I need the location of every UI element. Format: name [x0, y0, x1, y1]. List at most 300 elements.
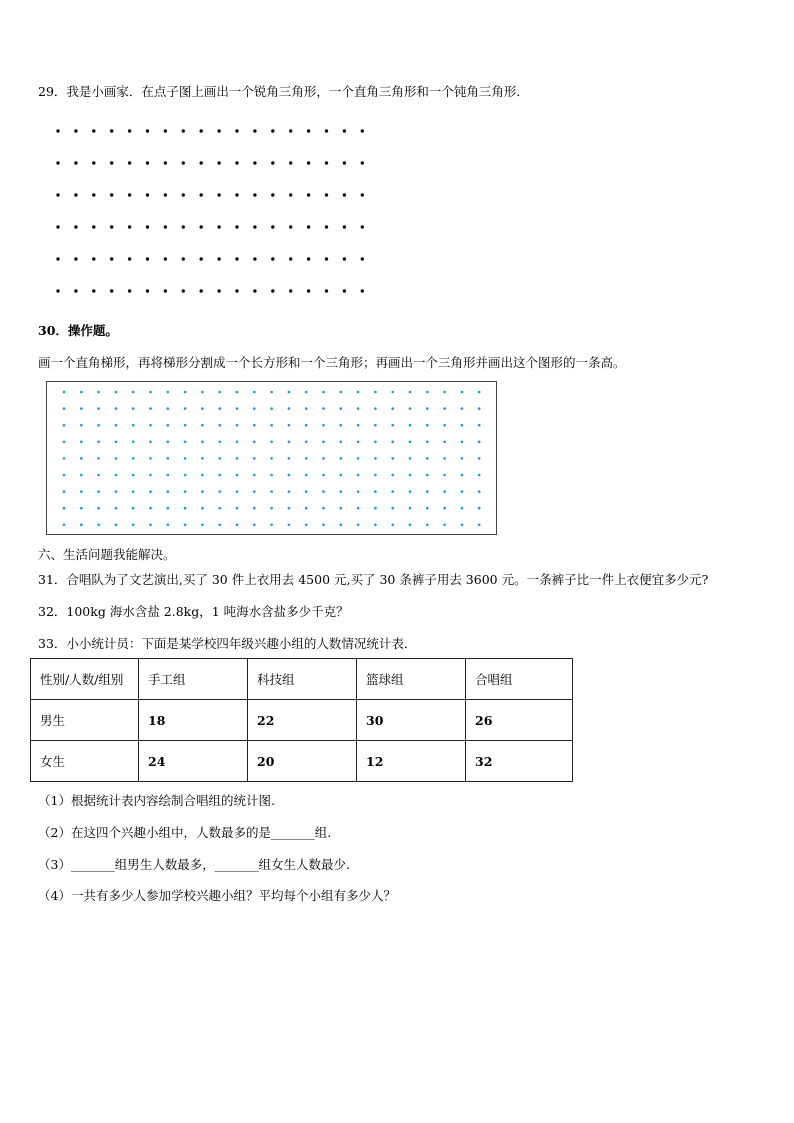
grid-dot — [167, 457, 170, 460]
grid-dot — [164, 161, 167, 164]
q31-text: 31．合唱队为了文艺演出,买了 30 件上衣用去 4500 元,买了 30 条裤子用去 3600 元。一条裤子比一件上衣便宜多少元? — [38, 572, 709, 587]
grid-dot — [426, 524, 429, 527]
grid-dot — [97, 424, 100, 427]
grid-dot — [340, 490, 343, 493]
grid-dot — [74, 225, 77, 228]
q33-sub-3: （3）_______组男生人数最多，_______组女生人数最少. — [38, 857, 350, 872]
grid-dot — [253, 289, 256, 292]
grid-dot — [149, 457, 152, 460]
grid-dot — [409, 424, 412, 427]
q30-heading: 30．操作题。 — [38, 323, 118, 338]
q32-text: 32．100kg 海水含盐 2.8kg，1 吨海水含盐多少千克？ — [38, 604, 349, 619]
grid-dot — [305, 457, 308, 460]
grid-dot — [461, 490, 464, 493]
grid-dot — [270, 391, 273, 394]
grid-dot — [357, 407, 360, 410]
grid-dot — [253, 225, 256, 228]
grid-dot — [357, 524, 360, 527]
grid-dot — [409, 407, 412, 410]
grid-dot — [478, 391, 481, 394]
grid-dot — [478, 490, 481, 493]
grid-dot — [164, 193, 167, 196]
grid-dot — [426, 441, 429, 444]
grid-dot — [322, 490, 325, 493]
grid-dot — [92, 257, 95, 260]
grid-dot — [201, 441, 204, 444]
grid-dot — [218, 457, 221, 460]
grid-dot — [461, 474, 464, 477]
grid-dot — [184, 424, 187, 427]
grid-dot — [201, 391, 204, 394]
grid-dot — [200, 129, 203, 132]
grid-dot — [409, 457, 412, 460]
grid-dot — [235, 257, 238, 260]
grid-dot — [361, 193, 364, 196]
grid-dot — [97, 407, 100, 410]
grid-dot — [461, 524, 464, 527]
grid-dot — [92, 225, 95, 228]
grid-dot — [149, 490, 152, 493]
grid-dot — [361, 161, 364, 164]
grid-dot — [97, 391, 100, 394]
grid-dot — [149, 524, 152, 527]
q33-text: 33．小小统计员：下面是某学校四年级兴趣小组的人数情况统计表． — [38, 636, 417, 651]
grid-dot — [164, 129, 167, 132]
q33-sub-1: （1）根据统计表内容绘制合唱组的统计图. — [38, 793, 275, 808]
grid-dot — [343, 225, 346, 228]
grid-dot — [288, 441, 291, 444]
grid-dot — [478, 507, 481, 510]
grid-dot — [149, 507, 152, 510]
table-row — [31, 700, 573, 741]
grid-dot — [132, 524, 135, 527]
q33-sub-4: （4）一共有多少人参加学校兴趣小组？平均每个小组有多少人？ — [38, 888, 396, 903]
grid-dot — [146, 225, 149, 228]
table-cell: 32 — [466, 741, 573, 782]
grid-dot — [80, 524, 83, 527]
grid-dot — [149, 474, 152, 477]
dot-grid-q30[interactable] — [47, 382, 496, 534]
grid-dot — [288, 524, 291, 527]
grid-dot — [361, 225, 364, 228]
grid-dot — [200, 161, 203, 164]
table-header-cell: 篮球组 — [357, 659, 466, 700]
grid-dot — [361, 257, 364, 260]
grid-dot — [236, 524, 239, 527]
grid-dot — [443, 507, 446, 510]
grid-dot — [164, 257, 167, 260]
grid-dot — [132, 424, 135, 427]
grid-dot — [200, 193, 203, 196]
grid-dot — [253, 524, 256, 527]
grid-dot — [307, 161, 310, 164]
grid-dot — [236, 391, 239, 394]
grid-dot — [97, 441, 100, 444]
grid-dot — [217, 257, 220, 260]
grid-dot — [374, 407, 377, 410]
grid-dot — [218, 507, 221, 510]
grid-dot — [182, 129, 185, 132]
grid-dot — [218, 391, 221, 394]
grid-dot — [289, 289, 292, 292]
grid-dot — [217, 193, 220, 196]
grid-dot — [80, 424, 83, 427]
table-header-cell: 手工组 — [139, 659, 248, 700]
grid-dot — [235, 193, 238, 196]
grid-dot — [167, 507, 170, 510]
grid-dot — [426, 424, 429, 427]
grid-dot — [340, 391, 343, 394]
grid-dot — [343, 129, 346, 132]
grid-dot — [305, 424, 308, 427]
grid-dot — [236, 507, 239, 510]
grid-dot — [146, 193, 149, 196]
grid-dot — [443, 424, 446, 427]
grid-dot — [184, 474, 187, 477]
grid-dot — [374, 424, 377, 427]
grid-dot — [63, 441, 66, 444]
grid-dot — [235, 129, 238, 132]
grid-dot — [63, 507, 66, 510]
grid-dot — [325, 161, 328, 164]
grid-dot — [56, 289, 59, 292]
grid-dot — [63, 490, 66, 493]
grid-dot — [218, 407, 221, 410]
grid-dot — [288, 507, 291, 510]
table-cell: 26 — [466, 700, 573, 741]
grid-dot — [92, 193, 95, 196]
grid-dot — [288, 407, 291, 410]
grid-dot — [409, 524, 412, 527]
grid-dot — [149, 424, 152, 427]
grid-dot — [167, 424, 170, 427]
grid-dot — [270, 507, 273, 510]
grid-dot — [253, 407, 256, 410]
grid-dot — [200, 289, 203, 292]
dot-grid-q30-frame — [46, 381, 497, 535]
grid-dot — [253, 161, 256, 164]
grid-dot — [201, 507, 204, 510]
grid-dot — [443, 407, 446, 410]
grid-dot — [110, 289, 113, 292]
grid-dot — [270, 441, 273, 444]
grid-dot — [200, 225, 203, 228]
grid-dot — [478, 441, 481, 444]
grid-dot — [391, 490, 394, 493]
grid-dot — [343, 161, 346, 164]
grid-dot — [80, 407, 83, 410]
grid-dot — [132, 490, 135, 493]
grid-dot — [184, 407, 187, 410]
table-header-row — [31, 659, 573, 700]
grid-dot — [478, 424, 481, 427]
grid-dot — [343, 289, 346, 292]
grid-dot — [236, 441, 239, 444]
grid-dot — [322, 457, 325, 460]
grid-dot — [217, 129, 220, 132]
grid-dot — [357, 457, 360, 460]
grid-dot — [236, 457, 239, 460]
grid-dot — [289, 225, 292, 228]
grid-dot — [374, 391, 377, 394]
grid-dot — [426, 490, 429, 493]
grid-dot — [374, 490, 377, 493]
grid-dot — [322, 391, 325, 394]
grid-dot — [357, 441, 360, 444]
grid-dot — [253, 441, 256, 444]
grid-dot — [146, 257, 149, 260]
grid-dot — [115, 407, 118, 410]
table-cell: 12 — [357, 741, 466, 782]
grid-dot — [340, 441, 343, 444]
grid-dot — [443, 391, 446, 394]
grid-dot — [391, 441, 394, 444]
grid-dot — [305, 391, 308, 394]
grid-dot — [391, 407, 394, 410]
grid-dot — [305, 474, 308, 477]
grid-dot — [167, 441, 170, 444]
grid-dot — [97, 457, 100, 460]
grid-dot — [184, 441, 187, 444]
grid-dot — [325, 129, 328, 132]
q30-instruction: 画一个直角梯形，再将梯形分割成一个长方形和一个三角形；再画出一个三角形并画出这个图形的一条高。 — [38, 355, 626, 370]
grid-dot — [97, 474, 100, 477]
grid-dot — [128, 129, 131, 132]
grid-dot — [63, 407, 66, 410]
grid-dot — [409, 474, 412, 477]
grid-dot — [270, 524, 273, 527]
grid-dot — [146, 129, 149, 132]
grid-dot — [271, 225, 274, 228]
grid-dot — [110, 161, 113, 164]
grid-dot — [128, 257, 131, 260]
grid-dot — [167, 391, 170, 394]
grid-dot — [443, 490, 446, 493]
grid-dot — [201, 524, 204, 527]
grid-dot — [182, 289, 185, 292]
grid-dot — [391, 424, 394, 427]
grid-dot — [182, 257, 185, 260]
grid-dot — [478, 457, 481, 460]
grid-dot — [288, 424, 291, 427]
grid-dot — [426, 457, 429, 460]
grid-dot — [253, 257, 256, 260]
grid-dot — [56, 161, 59, 164]
grid-dot — [374, 474, 377, 477]
grid-dot — [391, 391, 394, 394]
table-header-cell: 科技组 — [248, 659, 357, 700]
grid-dot — [63, 474, 66, 477]
grid-dot — [426, 407, 429, 410]
grid-dot — [253, 490, 256, 493]
grid-dot — [443, 457, 446, 460]
grid-dot — [146, 289, 149, 292]
grid-dot — [374, 507, 377, 510]
grid-dot — [128, 161, 131, 164]
grid-dot — [201, 424, 204, 427]
grid-dot — [270, 490, 273, 493]
table-row-label: 男生 — [31, 700, 139, 741]
grid-dot — [357, 507, 360, 510]
grid-dot — [340, 507, 343, 510]
grid-dot — [307, 289, 310, 292]
grid-dot — [289, 129, 292, 132]
dot-grid-q29[interactable] — [52, 122, 372, 300]
table-cell: 18 — [139, 700, 248, 741]
grid-dot — [110, 193, 113, 196]
grid-dot — [305, 407, 308, 410]
grid-dot — [63, 457, 66, 460]
grid-dot — [167, 524, 170, 527]
grid-dot — [56, 257, 59, 260]
grid-dot — [391, 457, 394, 460]
grid-dot — [322, 407, 325, 410]
grid-dot — [288, 474, 291, 477]
grid-dot — [478, 524, 481, 527]
section-6-title: 六、生活问题我能解决。 — [38, 547, 176, 562]
grid-dot — [217, 289, 220, 292]
grid-dot — [63, 391, 66, 394]
grid-dot — [167, 490, 170, 493]
grid-dot — [115, 490, 118, 493]
grid-dot — [391, 524, 394, 527]
grid-dot — [322, 507, 325, 510]
grid-dot — [289, 161, 292, 164]
grid-dot — [409, 507, 412, 510]
grid-dot — [361, 129, 364, 132]
grid-dot — [115, 474, 118, 477]
grid-dot — [461, 441, 464, 444]
grid-dot — [253, 507, 256, 510]
grid-dot — [164, 289, 167, 292]
grid-dot — [253, 193, 256, 196]
grid-dot — [357, 490, 360, 493]
grid-dot — [128, 225, 131, 228]
grid-dot — [92, 129, 95, 132]
grid-dot — [271, 129, 274, 132]
grid-dot — [253, 424, 256, 427]
grid-dot — [201, 457, 204, 460]
grid-dot — [201, 407, 204, 410]
grid-dot — [132, 507, 135, 510]
grid-dot — [325, 193, 328, 196]
grid-dot — [271, 257, 274, 260]
grid-dot — [374, 524, 377, 527]
grid-dot — [97, 524, 100, 527]
grid-dot — [80, 507, 83, 510]
grid-dot — [80, 490, 83, 493]
grid-dot — [115, 457, 118, 460]
table-header-cell: 性别/人数/组别 — [31, 659, 139, 700]
grid-dot — [409, 441, 412, 444]
grid-dot — [132, 407, 135, 410]
table-row-label: 女生 — [31, 741, 139, 782]
table-cell: 30 — [357, 700, 466, 741]
grid-dot — [164, 225, 167, 228]
grid-dot — [182, 225, 185, 228]
grid-dot — [461, 391, 464, 394]
grid-dot — [236, 407, 239, 410]
grid-dot — [184, 507, 187, 510]
grid-dot — [182, 193, 185, 196]
grid-dot — [461, 407, 464, 410]
grid-dot — [325, 257, 328, 260]
grid-dot — [184, 391, 187, 394]
grid-dot — [217, 225, 220, 228]
grid-dot — [322, 474, 325, 477]
grid-dot — [132, 391, 135, 394]
grid-dot — [115, 441, 118, 444]
table-cell: 20 — [248, 741, 357, 782]
grid-dot — [201, 490, 204, 493]
grid-dot — [218, 490, 221, 493]
grid-dot — [253, 129, 256, 132]
grid-dot — [357, 391, 360, 394]
grid-dot — [110, 257, 113, 260]
grid-dot — [443, 524, 446, 527]
grid-dot — [97, 490, 100, 493]
grid-dot — [361, 289, 364, 292]
grid-dot — [374, 441, 377, 444]
grid-dot — [218, 524, 221, 527]
grid-dot — [343, 257, 346, 260]
grid-dot — [253, 391, 256, 394]
grid-dot — [426, 474, 429, 477]
grid-dot — [461, 457, 464, 460]
grid-dot — [289, 257, 292, 260]
grid-dot — [97, 507, 100, 510]
grid-dot — [149, 441, 152, 444]
grid-dot — [184, 457, 187, 460]
grid-dot — [289, 193, 292, 196]
grid-dot — [235, 161, 238, 164]
grid-dot — [322, 424, 325, 427]
grid-dot — [115, 507, 118, 510]
grid-dot — [340, 407, 343, 410]
grid-dot — [307, 193, 310, 196]
grid-dot — [56, 225, 59, 228]
grid-dot — [305, 490, 308, 493]
grid-dot — [443, 474, 446, 477]
grid-dot — [340, 474, 343, 477]
table-header-cell: 合唱组 — [466, 659, 573, 700]
grid-dot — [128, 193, 131, 196]
grid-dot — [74, 161, 77, 164]
grid-dot — [340, 524, 343, 527]
grid-dot — [110, 225, 113, 228]
grid-dot — [167, 474, 170, 477]
grid-dot — [271, 193, 274, 196]
grid-dot — [271, 289, 274, 292]
grid-dot — [461, 424, 464, 427]
grid-dot — [167, 407, 170, 410]
grid-dot — [288, 391, 291, 394]
grid-dot — [74, 289, 77, 292]
grid-dot — [56, 129, 59, 132]
grid-dot — [270, 407, 273, 410]
grid-dot — [270, 424, 273, 427]
grid-dot — [218, 474, 221, 477]
grid-dot — [184, 524, 187, 527]
grid-dot — [217, 161, 220, 164]
grid-dot — [340, 457, 343, 460]
grid-dot — [443, 441, 446, 444]
table-cell: 24 — [139, 741, 248, 782]
grid-dot — [343, 193, 346, 196]
grid-dot — [80, 441, 83, 444]
grid-dot — [478, 474, 481, 477]
grid-dot — [182, 161, 185, 164]
